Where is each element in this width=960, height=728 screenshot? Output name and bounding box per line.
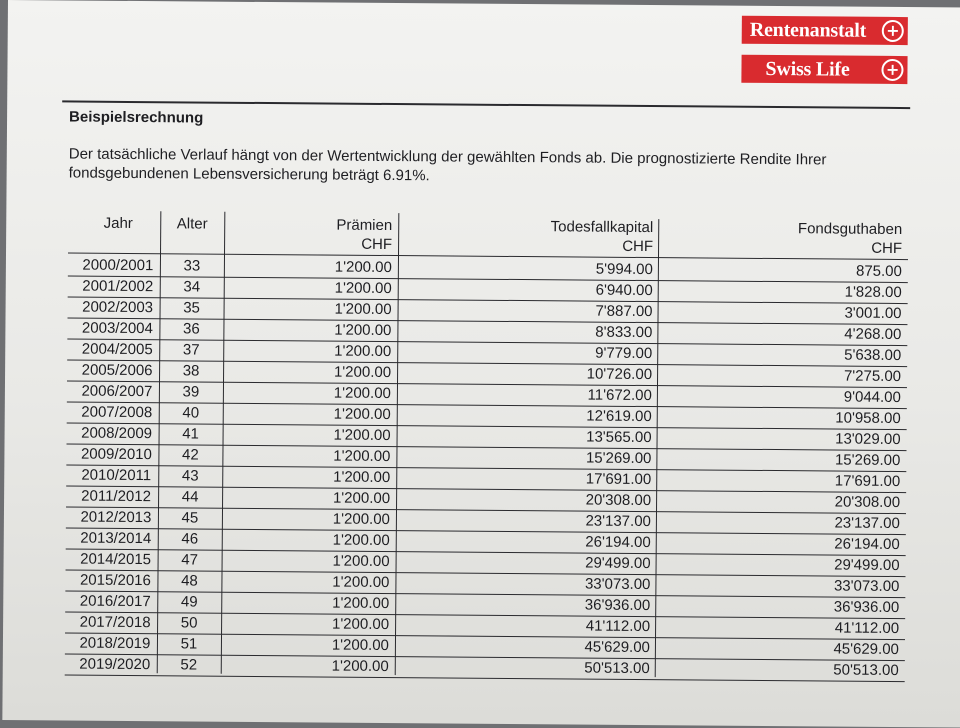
cell-fondsguthaben: 26'194.00 — [834, 535, 900, 554]
cell-todesfallkapital: 15'269.00 — [585, 449, 652, 468]
cell-alter: 52 — [180, 656, 198, 674]
column-header-fondsguthaben: Fondsguthaben — [797, 220, 903, 239]
column-unit-fondsguthaben: CHF — [871, 239, 903, 258]
cell-todesfallkapital: 7'887.00 — [595, 302, 653, 321]
cell-todesfallkapital: 13'565.00 — [586, 428, 652, 447]
cell-todesfallkapital: 6'940.00 — [595, 281, 653, 300]
cell-jahr: 2010/2011 — [81, 466, 152, 485]
cell-jahr: 2017/2018 — [79, 613, 151, 632]
cell-fondsguthaben: 33'073.00 — [833, 577, 900, 596]
cell-fondsguthaben: 875.00 — [855, 262, 902, 281]
cell-praemie: 1'200.00 — [334, 258, 392, 277]
cell-jahr: 2007/2008 — [81, 403, 153, 422]
cell-praemie: 1'200.00 — [332, 510, 390, 529]
cell-jahr: 2000/2001 — [82, 256, 154, 275]
cell-praemie: 1'200.00 — [332, 552, 390, 571]
cell-alter: 50 — [180, 614, 198, 632]
page-title: Beispielsrechnung — [69, 108, 204, 127]
cell-fondsguthaben: 4'268.00 — [844, 325, 902, 344]
cell-alter: 37 — [182, 341, 200, 359]
cell-fondsguthaben: 13'029.00 — [835, 430, 901, 449]
cell-praemie: 1'200.00 — [333, 426, 391, 445]
swiss-cross-icon: + — [881, 59, 903, 81]
cell-alter: 36 — [183, 320, 200, 338]
column-header-todesfallkapital: Todesfallkapital — [550, 218, 654, 237]
cell-jahr: 2009/2010 — [80, 445, 152, 464]
cell-praemie: 1'200.00 — [331, 657, 389, 676]
cell-praemie: 1'200.00 — [333, 405, 391, 424]
cell-jahr: 2015/2016 — [79, 571, 151, 590]
cell-jahr: 2002/2003 — [82, 298, 154, 317]
cell-todesfallkapital: 23'137.00 — [585, 512, 651, 531]
cell-jahr: 2006/2007 — [81, 382, 153, 401]
cell-fondsguthaben: 9'044.00 — [843, 388, 901, 407]
cell-jahr: 2014/2015 — [80, 550, 152, 569]
cell-jahr: 2001/2002 — [82, 277, 154, 296]
cell-alter: 45 — [181, 509, 199, 527]
cell-todesfallkapital: 12'619.00 — [586, 407, 652, 426]
cell-alter: 43 — [181, 467, 199, 485]
cell-praemie: 1'200.00 — [334, 321, 392, 340]
column-header-praemien: Prämien — [336, 216, 393, 235]
cell-fondsguthaben: 23'137.00 — [834, 514, 900, 533]
cell-jahr: 2005/2006 — [81, 361, 153, 380]
cell-praemie: 1'200.00 — [333, 447, 391, 466]
cell-todesfallkapital: 26'194.00 — [585, 533, 651, 552]
cell-fondsguthaben: 7'275.00 — [843, 367, 902, 386]
cell-praemie: 1'200.00 — [334, 300, 392, 319]
cell-praemie: 1'200.00 — [333, 468, 391, 487]
cell-jahr: 2018/2019 — [79, 634, 151, 653]
cell-jahr: 2004/2005 — [81, 340, 153, 359]
header-divider — [62, 100, 910, 109]
cell-alter: 44 — [181, 488, 199, 506]
swiss-cross-icon: + — [882, 20, 904, 42]
intro-paragraph: Der tatsächliche Verlauf hängt von der Wertentwicklung der gewählten Fonds ab. Die prognostizierte Rendite Ihrer fondsgebundenen Lebensversicherung beträgt 6.91%. — [68, 145, 827, 185]
cell-fondsguthaben: 20'308.00 — [834, 493, 901, 512]
cell-alter: 39 — [182, 383, 200, 401]
cell-fondsguthaben: 45'629.00 — [833, 640, 899, 659]
cell-jahr: 2016/2017 — [79, 592, 151, 611]
rentenanstalt-logo — [742, 16, 908, 45]
cell-todesfallkapital: 50'513.00 — [584, 659, 650, 678]
cell-alter: 35 — [183, 299, 200, 317]
cell-jahr: 2019/2020 — [79, 655, 151, 674]
cell-fondsguthaben: 17'691.00 — [834, 472, 901, 491]
cell-fondsguthaben: 36'936.00 — [833, 598, 900, 617]
cell-fondsguthaben: 29'499.00 — [834, 556, 900, 575]
cell-praemie: 1'200.00 — [334, 342, 392, 361]
cell-todesfallkapital: 5'994.00 — [595, 260, 653, 279]
cell-alter: 38 — [182, 362, 200, 380]
cell-praemie: 1'200.00 — [333, 363, 392, 382]
cell-todesfallkapital: 8'833.00 — [595, 323, 653, 342]
column-unit-todesfallkapital: CHF — [622, 237, 654, 256]
column-unit-praemien: CHF — [361, 235, 393, 254]
logo-text-swiss-life: Swiss Life — [765, 57, 850, 81]
cell-alter: 49 — [180, 593, 198, 611]
cell-alter: 33 — [183, 257, 201, 275]
cell-jahr: 2011/2012 — [81, 487, 152, 506]
cell-fondsguthaben: 41'112.00 — [834, 619, 900, 638]
cell-todesfallkapital: 45'629.00 — [584, 638, 651, 657]
logo-text-rentenanstalt: Rentenanstalt — [749, 18, 867, 42]
cell-todesfallkapital: 29'499.00 — [585, 554, 651, 573]
cell-fondsguthaben: 5'638.00 — [844, 346, 902, 365]
swiss-life-logo — [741, 55, 907, 84]
cell-praemie: 1'200.00 — [334, 279, 392, 298]
cell-alter: 51 — [180, 635, 198, 653]
cell-jahr: 2003/2004 — [81, 319, 153, 338]
cell-praemie: 1'200.00 — [333, 384, 391, 403]
cell-todesfallkapital: 11'672.00 — [587, 386, 652, 405]
cell-todesfallkapital: 10'726.00 — [586, 365, 653, 384]
cell-jahr: 2013/2014 — [80, 529, 152, 548]
cell-praemie: 1'200.00 — [332, 594, 390, 613]
column-header-jahr: Jahr — [103, 214, 133, 232]
cell-todesfallkapital: 17'691.00 — [585, 470, 652, 489]
cell-fondsguthaben: 15'269.00 — [834, 451, 901, 470]
cell-alter: 46 — [181, 530, 199, 548]
cell-fondsguthaben: 3'001.00 — [844, 304, 902, 323]
cell-praemie: 1'200.00 — [331, 636, 390, 655]
cell-jahr: 2008/2009 — [81, 424, 153, 443]
cell-todesfallkapital: 36'936.00 — [584, 596, 651, 615]
cell-todesfallkapital: 41'112.00 — [585, 617, 651, 636]
cell-jahr: 2012/2013 — [80, 508, 152, 527]
cell-fondsguthaben: 50'513.00 — [833, 661, 899, 680]
cell-praemie: 1'200.00 — [332, 531, 390, 550]
cell-fondsguthaben: 1'828.00 — [844, 283, 902, 302]
cell-alter: 42 — [182, 446, 199, 464]
cell-fondsguthaben: 10'958.00 — [835, 409, 901, 428]
cell-praemie: 1'200.00 — [331, 615, 390, 634]
cell-todesfallkapital: 33'073.00 — [584, 575, 651, 594]
cell-alter: 34 — [183, 278, 201, 296]
cell-praemie: 1'200.00 — [332, 489, 391, 508]
cell-alter: 47 — [181, 551, 199, 569]
column-header-alter: Alter — [176, 215, 208, 233]
cell-alter: 41 — [182, 425, 200, 443]
cell-alter: 40 — [182, 404, 200, 422]
document-page — [2, 0, 960, 728]
cell-todesfallkapital: 20'308.00 — [585, 491, 652, 510]
cell-praemie: 1'200.00 — [332, 573, 390, 592]
cell-alter: 48 — [181, 572, 198, 590]
cell-todesfallkapital: 9'779.00 — [595, 344, 653, 363]
